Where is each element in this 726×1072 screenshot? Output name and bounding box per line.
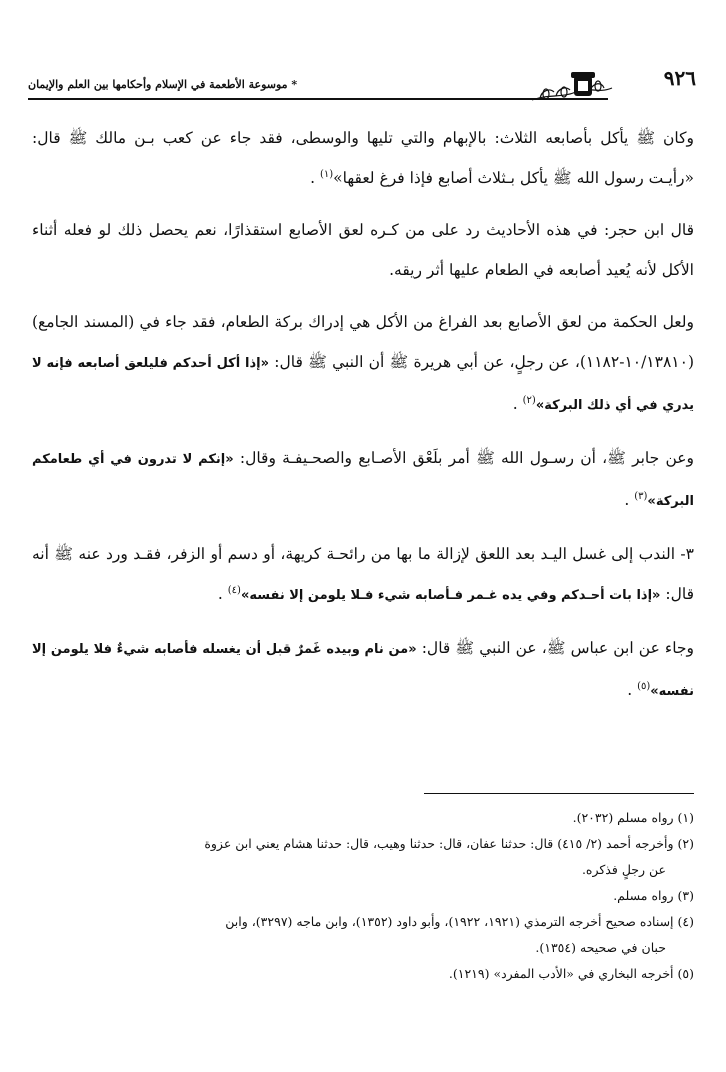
header-rule (28, 98, 608, 100)
hadith-quote: «إذا بات أحـدكم وفي يده غـمر فـأصابه شيء فـلا يلومن إلا نفسه» (240, 588, 661, 603)
main-text (32, 118, 694, 724)
footnote-continuation: عن رجلٍ فذكره. (581, 862, 666, 877)
hadith-quote: «إذا أكل أحدكم فليلعق أصابعه فإنه لا يدري في أي ذلك البركة» (32, 356, 694, 413)
paragraph: وكان ﷺ يأكل بأصابعه الثلاث: بالإبهام والتي تليها والوسطى، فقد جاء عن كعب بـن مالك ﷺ قال: «رأيـت رسول الله ﷺ يأكل بـثلاث أصابع فإذا فرغ لعقها»$^{(١)}$ . (32, 129, 694, 187)
paragraph-text: وعن جابر ﷺ، أن رسـول الله ﷺ أمر بلَعْق الأصـابع والصحـيفـة وقال: (233, 449, 694, 467)
paragraph-text: ولعل الحكمة من لعق الأصابع بعد الفراغ من الأكل هي إدراك بركة الطعام، فقد جاء في (المسند الجامع) (١٠/١٣٨١٠-١١٨٢)، عن رجلٍ، عن أبي هريرة ﷺ أن النبي ﷺ قال: (32, 313, 694, 371)
page-number: ٩٢٦ (663, 66, 696, 90)
paragraph-text: ٣- الندب إلى غسل اليـد بعد اللعق لإزالة ما بها من رائحـة كريهة، أو دسم أو الزفر، فقـد ورد عنه ﷺ أنه قال: (32, 545, 694, 603)
footnote-separator (424, 793, 694, 794)
running-title: * موسوعة الأطعمة في الإسلام وأحكامها بين العلم والإيمان (28, 78, 298, 91)
hadith-quote: «من نام وبيده غَمرٌ قبل أن يغسله فأصابه شيءٌ فلا يلومن إلا نفسه» (32, 642, 694, 699)
footnote: (١) رواه مسلم (٢٠٣٢). (572, 810, 694, 825)
footnote: (٢) وأخرجه أحمد (٢/ ٤١٥) قال: حدثنا عفان، قال: حدثنا وهيب، قال: حدثنا هشام يعني ابن عزوة (204, 836, 694, 851)
footnote-ref: (٤) (227, 584, 241, 596)
floral-ornament-icon (528, 64, 648, 110)
footnote-continuation: حبان في صحيحه (١٣٥٤). (535, 940, 666, 955)
page-header (28, 66, 696, 110)
paragraph-text: وجاء عن ابن عباس ﷺ، عن النبي ﷺ قال: (416, 639, 694, 657)
footnotes (28, 806, 694, 988)
paragraph-text: وكان ﷺ يأكل بأصابعه الثلاث: بالإبهام والتي تليها والوسطى، فقد جاء عن كعب بـن مالك ﷺ قال: «رأيـت رسول الله ﷺ يأكل بـثلاث أصابع فإذا فرغ لعقها» (32, 129, 694, 187)
hadith-quote: «إنكم لا تدرون في أي طعامكم البركة» (32, 452, 694, 509)
footnote: (٣) رواه مسلم. (613, 888, 694, 903)
paragraph: وعن جابر ﷺ، أن رسـول الله ﷺ أمر بلَعْق الأصـابع والصحـيفـة وقال: «إنكم لا تدرون في أي طعامكم البركة»$^{(٣)}$ . (32, 449, 694, 509)
footnote-ref: (٣) (634, 490, 648, 502)
footnote-ref: (١) (319, 168, 334, 180)
paragraph (32, 210, 694, 290)
footnote-ref: (٥) (637, 680, 651, 692)
paragraph: ولعل الحكمة من لعق الأصابع بعد الفراغ من الأكل هي إدراك بركة الطعام، فقد جاء في (المسند الجامع) (١٠/١٣٨١٠-١١٨٢)، عن رجلٍ، عن أبي هريرة ﷺ أن النبي ﷺ قال: «إذا أكل أحدكم فليلعق أصابعه فإنه لا يدري في أي ذلك البركة»$^{(٢)}$ . (32, 313, 694, 413)
paragraph-text: قال ابن حجر: في هذه الأحاديث رد على من كـره لعق الأصابع استقذارًا، نعم يحصل ذلك لو فعله أثناء الأكل لأنه يُعيد أصابعه في الطعام عليها أثر ريقه. (32, 221, 694, 279)
footnote: (٥) أخرجه البخاري في «الأدب المفرد» (١٢١٩). (448, 966, 694, 981)
paragraph: وجاء عن ابن عباس ﷺ، عن النبي ﷺ قال: «من نام وبيده غَمرٌ قبل أن يغسله فأصابه شيءٌ فلا يلومن إلا نفسه»$^{(٥)}$ . (32, 639, 694, 699)
footnote: (٤) إسناده صحيح أخرجه الترمذي (١٩٢١، ١٩٢٢)، وأبو داود (١٣٥٢)، وابن ماجه (٣٢٩٧)، وابن (225, 914, 694, 929)
paragraph: ٣- الندب إلى غسل اليـد بعد اللعق لإزالة ما بها من رائحـة كريهة، أو دسم أو الزفر، فقـد ورد عنه ﷺ أنه قال: «إذا بات أحـدكم وفي يده غـمر فـأصابه شيء فـلا يلومن إلا نفسه»$^{(٤)}$ . (32, 545, 694, 603)
footnote-ref: (٢) (522, 394, 536, 406)
